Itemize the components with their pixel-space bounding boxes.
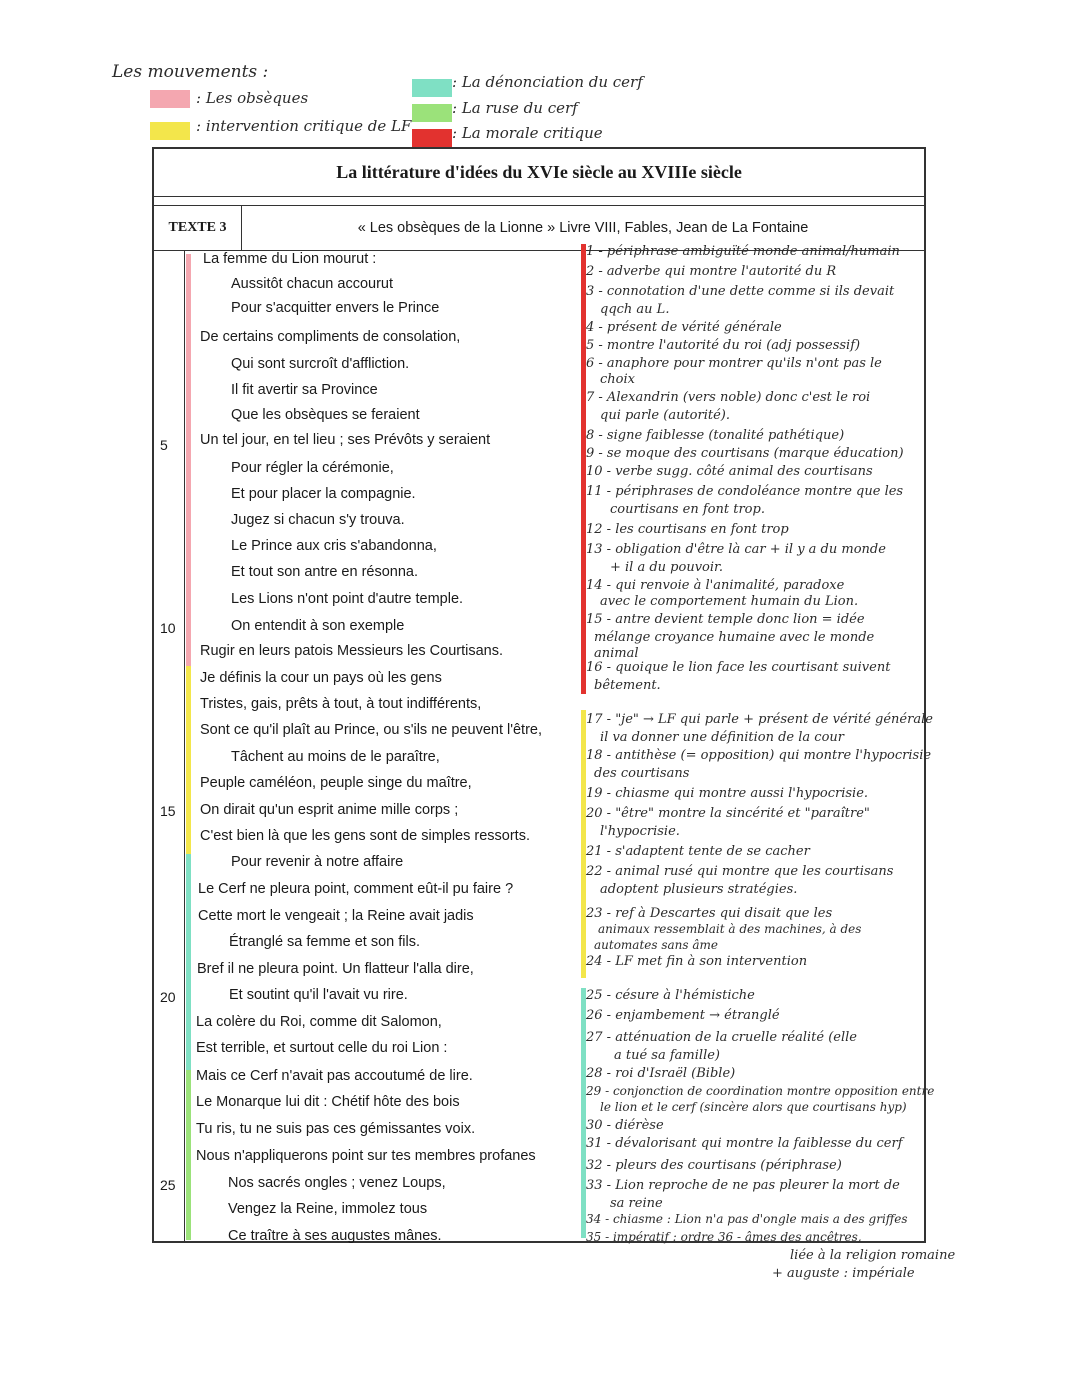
annotation-note: 13 - obligation d'être là car + il y a du monde: [586, 542, 886, 557]
legend-swatch-denonciation: [412, 79, 452, 97]
verse: Nos sacrés ongles ; venez Loups,: [228, 1175, 446, 1191]
annotation-note: 19 - chiasme qui montre aussi l'hypocrisie.: [586, 786, 869, 801]
verse: Nous n'appliquerons point sur tes membres profanes: [196, 1148, 536, 1164]
verse: Ce traître à ses augustes mânes.: [228, 1228, 442, 1244]
annotation-tail: liée à la religion romaine: [790, 1248, 956, 1263]
annotation-note: 9 - se moque des courtisans (marque éducation): [586, 446, 904, 461]
verse: Aussitôt chacun accourut: [231, 276, 394, 292]
bar-notes-cerf: [581, 988, 586, 1238]
annotation-note: 20 - "être" montre la sincérité et "paraître": [586, 806, 870, 821]
annotation-note: 29 - conjonction de coordination montre opposition entre: [586, 1084, 935, 1098]
annotation-note: animaux ressemblait à des machines, à des: [598, 922, 862, 936]
verse: On entendit à son exemple: [231, 618, 405, 634]
verse: Les Lions n'ont point d'autre temple.: [231, 591, 464, 607]
legend-swatch-morale: [412, 129, 452, 147]
verse: Que les obsèques se feraient: [231, 407, 420, 423]
verse: Vengez la Reine, immolez tous: [228, 1201, 428, 1217]
annotation-note: 25 - césure à l'hémistiche: [586, 988, 755, 1003]
verse: Pour s'acquitter envers le Prince: [231, 300, 440, 316]
annotation-note: 8 - signe faiblesse (tonalité pathétique): [586, 428, 845, 443]
line-number: 20: [160, 989, 176, 1005]
annotation-note: 31 - dévalorisant qui montre la faiblesse du cerf: [586, 1136, 903, 1151]
annotation-note: le lion et le cerf (sincère alors que courtisans hyp): [600, 1100, 907, 1114]
line-number: 25: [160, 1177, 176, 1193]
line-number: 5: [160, 437, 168, 453]
legend-title: Les mouvements :: [112, 62, 269, 82]
annotation-note: animal: [594, 646, 639, 661]
annotation-note: des courtisans: [594, 766, 690, 781]
annotation-note: 16 - quoique le lion face les courtisant suivent: [586, 660, 891, 675]
annotation-note: sa reine: [610, 1196, 663, 1211]
annotation-note: 28 - roi d'Israël (Bible): [586, 1066, 736, 1081]
annotation-note: 5 - montre l'autorité du roi (adj possessif): [586, 338, 861, 353]
verse: On dirait qu'un esprit anime mille corps ;: [200, 802, 459, 818]
annotation-note: + il a du pouvoir.: [610, 560, 723, 575]
verse: Est terrible, et surtout celle du roi Lion :: [196, 1040, 448, 1056]
annotation-note: 3 - connotation d'une dette comme si ils devait: [586, 284, 895, 299]
verse: Pour revenir à notre affaire: [231, 854, 404, 870]
annotation-note: a tué sa famille): [614, 1048, 720, 1063]
annotation-note: choix: [600, 372, 635, 387]
verse: Tu ris, tu ne suis pas ces gémissantes voix.: [196, 1121, 476, 1137]
annotation-tail: + auguste : impériale: [772, 1266, 915, 1281]
annotation-note: 17 - "je" → LF qui parle + présent de vérité générale: [586, 712, 933, 727]
annotation-note: 32 - pleurs des courtisans (périphrase): [586, 1158, 842, 1173]
legend-label-denonciation: : La dénonciation du cerf: [452, 73, 643, 91]
line-number: 15: [160, 803, 176, 819]
verse: Il fit avertir sa Province: [231, 382, 378, 398]
verse: Sont ce qu'il plaît au Prince, ou s'ils ne peuvent l'être,: [200, 722, 543, 738]
verse: Je définis la cour un pays où les gens: [200, 670, 442, 686]
annotation-note: 35 - impératif : ordre 36 - âmes des ancêtres,: [586, 1230, 862, 1244]
annotation-note: 33 - Lion reproche de ne pas pleurer la mort de: [586, 1178, 900, 1193]
annotation-note: il va donner une définition de la cour: [600, 730, 844, 745]
annotation-note: 1 - périphrase ambiguïté monde animal/humain: [586, 244, 900, 259]
verse: Peuple caméléon, peuple singe du maître,: [200, 775, 472, 791]
annotation-note: l'hypocrisie.: [600, 824, 680, 839]
annotation-note: 24 - LF met fin à son intervention: [586, 954, 808, 969]
annotation-note: 18 - antithèse (= opposition) qui montre l'hypocrisie: [586, 748, 932, 763]
legend-swatch-intervention: [150, 122, 190, 140]
verse: Cette mort le vengeait ; la Reine avait jadis: [198, 908, 474, 924]
verse: Qui sont surcroît d'affliction.: [231, 356, 410, 372]
verse: La femme du Lion mourut :: [203, 251, 377, 267]
annotation-note: 30 - diérèse: [586, 1118, 664, 1133]
source-reference: « Les obsèques de la Lionne » Livre VIII, Fables, Jean de La Fontaine: [357, 220, 809, 236]
text-label: TEXTE 3: [154, 206, 242, 250]
annotation-note: qqch au L.: [600, 302, 670, 317]
annotation-note: 14 - qui renvoie à l'animalité, paradoxe: [586, 578, 845, 593]
annotation-note: mélange croyance humaine avec le monde: [594, 630, 875, 645]
verse: Et tout son antre en résonna.: [231, 564, 419, 580]
annotation-note: 34 - chiasme : Lion n'a pas d'ongle mais a des griffes: [586, 1212, 908, 1226]
bar-intervention: [186, 666, 191, 854]
verse: Bref il ne pleura point. Un flatteur l'alla dire,: [197, 961, 474, 977]
line-number-column: [154, 251, 185, 1241]
annotation-note: 6 - anaphore pour montrer qu'ils n'ont pas le: [586, 356, 882, 371]
line-number: 10: [160, 620, 176, 636]
annotation-note: 10 - verbe sugg. côté animal des courtisans: [586, 464, 873, 479]
verse: Le Cerf ne pleura point, comment eût-il pu faire ?: [198, 881, 514, 897]
annotation-note: 2 - adverbe qui montre l'autorité du R: [586, 264, 837, 279]
verse: C'est bien là que les gens sont de simples ressorts.: [200, 828, 530, 844]
verse: Un tel jour, en tel lieu ; ses Prévôts y seraient: [200, 432, 491, 448]
verse: Mais ce Cerf n'avait pas accoutumé de lire.: [196, 1068, 473, 1084]
annotation-note: 11 - périphrases de condoléance montre que les: [586, 484, 904, 499]
annotation-note: 12 - les courtisans en font trop: [586, 522, 789, 537]
annotation-note: 22 - animal rusé qui montre que les courtisans: [586, 864, 894, 879]
annotation-note: 4 - présent de vérité générale: [586, 320, 782, 335]
legend-label-obseques: : Les obsèques: [196, 89, 309, 107]
annotation-note: avec le comportement humain du Lion.: [600, 594, 859, 609]
annotation-note: 21 - s'adaptent tente de se cacher: [586, 844, 810, 859]
legend-swatch-obseques: [150, 90, 190, 108]
verse: La colère du Roi, comme dit Salomon,: [196, 1014, 442, 1030]
verse: De certains compliments de consolation,: [200, 329, 461, 345]
bar-denonciation: [186, 854, 191, 1070]
bar-obseques: [186, 254, 191, 666]
annotation-note: adoptent plusieurs stratégies.: [600, 882, 798, 897]
annotation-note: automates sans âme: [594, 938, 719, 952]
annotation-note: courtisans en font trop.: [610, 502, 765, 517]
legend-label-intervention: : intervention critique de LF: [196, 117, 412, 135]
legend-label-ruse: : La ruse du cerf: [452, 99, 578, 117]
annotation-note: 26 - enjambement → étranglé: [586, 1008, 780, 1023]
verse: Le Monarque lui dit : Chétif hôte des bois: [196, 1094, 460, 1110]
legend-swatch-ruse: [412, 104, 452, 122]
bar-ruse: [186, 1070, 191, 1240]
verse: Jugez si chacun s'y trouva.: [231, 512, 405, 528]
verse: Tâchent au moins de le paraître,: [231, 749, 440, 765]
verse: Tristes, gais, prêts à tout, à tout indifférents,: [200, 696, 482, 712]
annotation-note: bêtement.: [594, 678, 661, 693]
verse: Le Prince aux cris s'abandonna,: [231, 538, 437, 554]
verse: Pour régler la cérémonie,: [231, 460, 394, 476]
annotation-note: qui parle (autorité).: [600, 408, 730, 423]
document-title: La littérature d'idées du XVIe siècle au XVIIIe siècle: [154, 149, 924, 197]
annotation-note: 27 - atténuation de la cruelle réalité (elle: [586, 1030, 857, 1045]
verse: Et soutint qu'il l'avait vu rire.: [229, 987, 408, 1003]
verse: Et pour placer la compagnie.: [231, 486, 416, 502]
verse: Étranglé sa femme et son fils.: [229, 934, 420, 950]
annotation-note: 7 - Alexandrin (vers noble) donc c'est le roi: [586, 390, 871, 405]
verse: Rugir en leurs patois Messieurs les Courtisans.: [200, 643, 504, 659]
annotation-note: 23 - ref à Descartes qui disait que les: [586, 906, 833, 921]
legend-label-morale: : La morale critique: [452, 124, 603, 142]
annotation-note: 15 - antre devient temple donc lion = idée: [586, 612, 865, 627]
